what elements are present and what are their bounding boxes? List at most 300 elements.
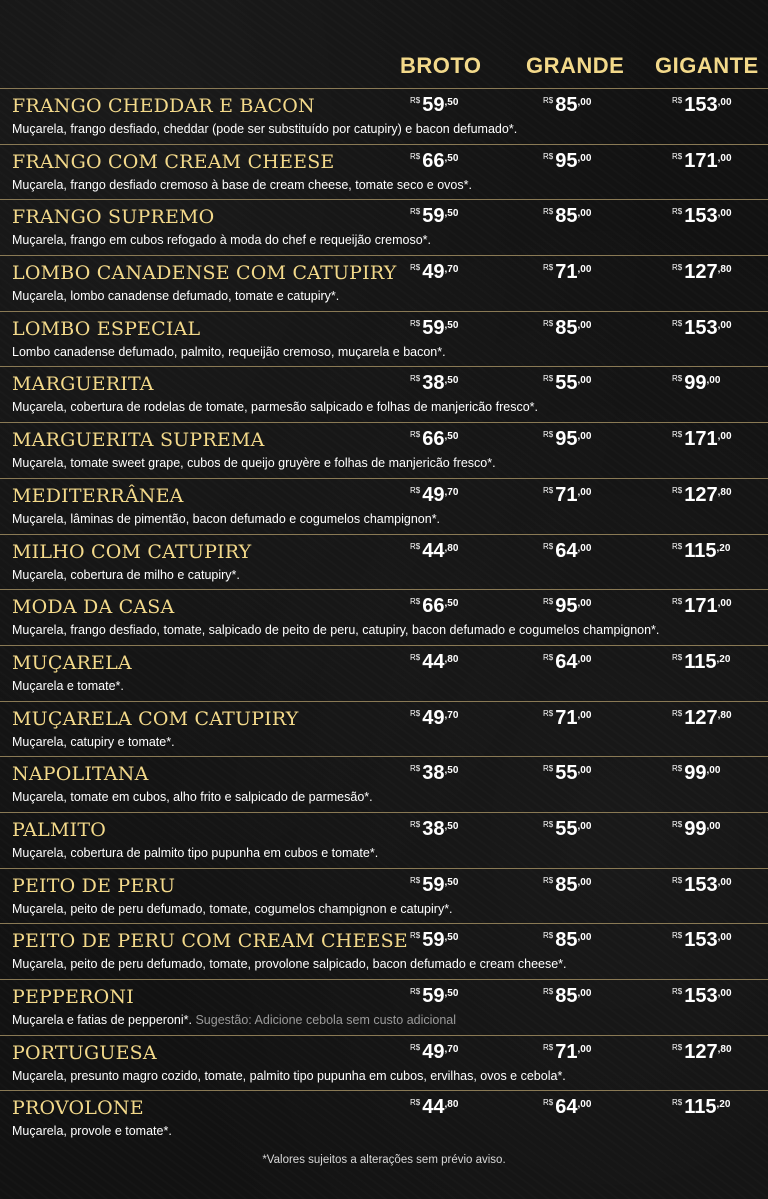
menu-item (0, 199, 768, 255)
pizza-name: PEITO DE PERU COM CREAM CHEESE (12, 930, 408, 953)
price-cents: ,80 (444, 542, 459, 554)
currency-symbol: R$ (410, 430, 421, 440)
price-cents: ,00 (577, 486, 592, 498)
pizza-name: LOMBO CANADENSE COM CATUPIRY (12, 262, 397, 285)
price-cents: ,00 (717, 208, 732, 220)
price-cents: ,00 (577, 1043, 592, 1055)
pizza-description (12, 679, 124, 693)
price-integer: 44 (422, 1096, 445, 1119)
pizza-description (12, 122, 517, 136)
pizza-name: PROVOLONE (12, 1097, 144, 1120)
pizza-description (12, 1069, 566, 1083)
price-integer: 59 (422, 316, 445, 339)
price-integer: 85 (555, 94, 578, 116)
currency-symbol: R$ (672, 764, 683, 774)
price-cents: ,80 (444, 653, 459, 665)
price-cents: ,20 (716, 653, 731, 665)
currency-symbol: R$ (410, 207, 421, 217)
menu-item (0, 534, 768, 590)
currency-symbol: R$ (543, 541, 554, 551)
header-gigante: GIGANTE (655, 53, 759, 78)
price-cents: ,80 (717, 486, 732, 498)
currency-symbol: R$ (672, 597, 683, 607)
price-integer: 38 (422, 372, 445, 395)
price-integer: 38 (422, 817, 445, 840)
price-cents: ,50 (444, 876, 459, 888)
price-cents: ,20 (716, 1099, 731, 1111)
currency-symbol: R$ (410, 318, 421, 328)
pizza-ingredients: Muçarela, cobertura de milho e catupiry*. (12, 567, 240, 582)
price-cents: ,80 (717, 1043, 732, 1055)
currency-symbol: R$ (672, 318, 683, 328)
pizza-ingredients: Muçarela, frango desfiado, tomate, salpicado de peito de peru, catupiry, bacon defumado e cogumelos champignon*. (12, 623, 660, 638)
pizza-ingredients: Muçarela, cobertura de palmito tipo pupunha em cubos e tomate*. (12, 845, 379, 860)
currency-symbol: R$ (543, 1042, 554, 1052)
price-cents: ,00 (577, 1099, 592, 1111)
currency-symbol: R$ (672, 374, 683, 384)
price-cents: ,50 (444, 375, 459, 387)
pizza-description (12, 178, 472, 192)
price-gigante (672, 206, 732, 226)
menu-item (0, 589, 768, 645)
price-broto (410, 1097, 458, 1117)
pizza-description (12, 902, 453, 916)
price-cents: ,00 (717, 97, 732, 108)
currency-symbol: R$ (672, 430, 683, 440)
pizza-ingredients: Muçarela, frango em cubos refogado à moda do chef e requeijão cremoso*. (12, 233, 431, 248)
price-cents: ,50 (444, 208, 459, 220)
currency-symbol: R$ (410, 931, 421, 941)
price-cents: ,00 (577, 152, 592, 164)
currency-symbol: R$ (672, 541, 683, 551)
currency-symbol: R$ (543, 96, 554, 105)
price-cents: ,70 (444, 264, 459, 276)
pizza-ingredients: Muçarela, provole e tomate*. (12, 1124, 172, 1139)
price-cents: ,20 (716, 542, 731, 554)
currency-symbol: R$ (543, 708, 554, 718)
currency-symbol: R$ (672, 485, 683, 495)
price-integer: 127 (684, 483, 718, 506)
price-gigante (672, 708, 732, 728)
price-grande (543, 986, 591, 1006)
price-cents: ,00 (717, 988, 732, 999)
price-broto (410, 596, 458, 616)
menu-item (0, 422, 768, 478)
price-integer: 49 (422, 483, 445, 506)
price-cents: ,50 (444, 932, 459, 944)
price-integer: 66 (422, 149, 445, 172)
price-cents: ,00 (577, 375, 592, 387)
currency-symbol: R$ (672, 263, 683, 273)
pizza-description (12, 790, 373, 804)
price-broto (410, 819, 458, 839)
price-broto (410, 318, 458, 338)
pizza-ingredients: Muçarela, frango desfiado, cheddar (pode ser substituído por catupiry) e bacon defumado*. (12, 122, 518, 136)
currency-symbol: R$ (410, 652, 421, 662)
price-gigante (672, 485, 732, 505)
price-integer: 127 (684, 261, 718, 284)
price-cents: ,80 (717, 264, 732, 276)
pizza-name: MODA DA CASA (12, 596, 175, 619)
currency-symbol: R$ (543, 764, 554, 774)
currency-symbol: R$ (410, 987, 421, 996)
currency-symbol: R$ (543, 652, 554, 662)
price-integer: 99 (684, 372, 707, 395)
price-cents: ,00 (717, 932, 732, 944)
price-grande (543, 206, 591, 226)
menu-item (0, 812, 768, 868)
currency-symbol: R$ (410, 708, 421, 718)
price-cents: ,00 (717, 152, 732, 164)
price-gigante (672, 541, 730, 561)
price-grande (543, 373, 591, 393)
pizza-description (12, 623, 659, 637)
pizza-description (12, 289, 339, 303)
currency-symbol: R$ (672, 819, 683, 829)
price-cents: ,00 (717, 598, 732, 610)
price-integer: 153 (684, 985, 718, 1007)
price-cents: ,50 (444, 431, 459, 443)
price-cents: ,00 (577, 988, 592, 999)
menu-item (0, 923, 768, 979)
price-integer: 44 (422, 650, 445, 673)
price-integer: 115 (684, 1096, 717, 1119)
pizza-ingredients: Muçarela, lombo canadense defumado, tomate e catupiry*. (12, 289, 340, 304)
price-gigante (672, 373, 720, 393)
price-gigante (672, 151, 732, 171)
price-broto (410, 206, 458, 226)
price-integer: 55 (555, 372, 578, 395)
price-grande (543, 875, 591, 895)
pizza-description (12, 957, 567, 971)
price-broto (410, 485, 458, 505)
pizza-name: MEDITERRÂNEA (12, 484, 184, 507)
currency-symbol: R$ (543, 485, 554, 495)
price-grande (543, 763, 591, 783)
price-broto (410, 986, 458, 1006)
currency-symbol: R$ (410, 819, 421, 829)
pizza-name: NAPOLITANA (12, 763, 149, 786)
price-broto (410, 541, 458, 561)
price-cents: ,50 (444, 97, 459, 108)
price-broto (410, 95, 458, 115)
pizza-description (12, 345, 446, 359)
price-gigante (672, 652, 730, 672)
price-cents: ,00 (717, 876, 732, 888)
price-broto (410, 652, 458, 672)
pizza-name: FRANGO SUPREMO (12, 206, 215, 229)
currency-symbol: R$ (672, 1098, 683, 1108)
price-broto (410, 429, 458, 449)
price-cents: ,00 (577, 319, 592, 331)
pizza-description (12, 735, 175, 749)
pizza-name: MARGUERITA (12, 373, 154, 396)
currency-symbol: R$ (543, 987, 554, 996)
price-cents: ,00 (577, 542, 592, 554)
menu-item (0, 645, 768, 701)
pizza-ingredients: Lombo canadense defumado, palmito, requeijão cremoso, muçarela e bacon*. (12, 344, 446, 359)
price-integer: 55 (555, 817, 578, 840)
pizza-name: PORTUGUESA (12, 1041, 157, 1064)
price-cents: ,50 (444, 988, 459, 999)
header-grande: GRANDE (526, 53, 625, 78)
price-cents: ,80 (444, 1099, 459, 1111)
price-cents: ,70 (444, 709, 459, 721)
price-integer: 38 (422, 762, 445, 785)
price-gigante (672, 763, 720, 783)
price-integer: 127 (684, 706, 718, 729)
price-cents: ,00 (577, 431, 592, 443)
price-integer: 66 (422, 428, 445, 451)
price-broto (410, 875, 458, 895)
pizza-ingredients: Muçarela, lâminas de pimentão, bacon defumado e cogumelos champignon*. (12, 511, 441, 526)
price-cents: ,50 (444, 319, 459, 331)
pizza-description (12, 400, 538, 414)
price-gigante (672, 1042, 732, 1062)
price-broto (410, 708, 458, 728)
currency-symbol: R$ (410, 597, 421, 607)
price-integer: 153 (684, 873, 718, 896)
pizza-description (12, 846, 378, 860)
price-cents: ,50 (444, 152, 459, 164)
pizza-ingredients: Muçarela e tomate*. (12, 678, 124, 693)
pizza-ingredients: Muçarela, cobertura de rodelas de tomate, parmesão salpicado e folhas de manjericão fresco*. (12, 400, 538, 415)
price-broto (410, 930, 458, 950)
currency-symbol: R$ (410, 151, 421, 161)
currency-symbol: R$ (672, 708, 683, 718)
pizza-ingredients: Muçarela, presunto magro cozido, tomate, palmito tipo pupunha em cubos, ervilhas, ovos e cebola*. (12, 1068, 566, 1083)
price-gigante (672, 930, 732, 950)
currency-symbol: R$ (543, 207, 554, 217)
price-integer: 153 (684, 94, 718, 116)
price-grande (543, 262, 591, 282)
pizza-name: MUÇARELA (12, 651, 132, 674)
currency-symbol: R$ (672, 987, 683, 996)
price-grande (543, 1042, 591, 1062)
price-integer: 59 (422, 205, 445, 228)
price-cents: ,00 (717, 319, 732, 331)
currency-symbol: R$ (410, 541, 421, 551)
currency-symbol: R$ (543, 374, 554, 384)
price-broto (410, 1042, 458, 1062)
price-integer: 85 (555, 985, 578, 1007)
price-cents: ,00 (577, 876, 592, 888)
menu-item (0, 88, 768, 144)
price-grande (543, 95, 591, 115)
price-gigante (672, 875, 732, 895)
menu-item (0, 366, 768, 422)
menu-item-list (0, 88, 768, 1146)
pizza-suggestion-note: Sugestão: Adicione cebola sem custo adicional (191, 1013, 457, 1027)
currency-symbol: R$ (672, 151, 683, 161)
pizza-name: FRANGO CHEDDAR E BACON (12, 95, 315, 117)
price-integer: 59 (422, 94, 445, 116)
price-cents: ,80 (717, 709, 732, 721)
price-integer: 85 (555, 929, 578, 952)
currency-symbol: R$ (410, 764, 421, 774)
price-integer: 85 (555, 316, 578, 339)
pizza-ingredients: Muçarela, peito de peru defumado, tomate, cogumelos champignon e catupiry*. (12, 901, 453, 916)
pizza-description (12, 1013, 456, 1027)
price-cents: ,00 (577, 97, 592, 108)
menu-item (0, 979, 768, 1035)
price-grande (543, 596, 591, 616)
pizza-ingredients: Muçarela, tomate em cubos, alho frito e salpicado de parmesão*. (12, 790, 373, 805)
price-integer: 153 (684, 205, 718, 228)
header-broto: BROTO (400, 53, 482, 78)
currency-symbol: R$ (543, 819, 554, 829)
price-cents: ,00 (577, 653, 592, 665)
price-integer: 49 (422, 1040, 445, 1063)
currency-symbol: R$ (672, 875, 683, 885)
price-integer: 59 (422, 873, 445, 896)
price-gigante (672, 1097, 730, 1117)
price-integer: 64 (555, 650, 578, 673)
pizza-name: PEPPERONI (12, 986, 134, 1008)
price-integer: 153 (684, 316, 718, 339)
currency-symbol: R$ (410, 374, 421, 384)
price-disclaimer: *Valores sujeitos a alterações sem prévio aviso. (262, 1154, 506, 1166)
price-integer: 95 (555, 149, 578, 172)
price-grande (543, 318, 591, 338)
pizza-description (12, 456, 496, 470)
menu-item (0, 701, 768, 757)
price-integer: 171 (684, 149, 718, 172)
price-gigante (672, 819, 720, 839)
pizza-description (12, 568, 240, 582)
price-integer: 171 (684, 428, 718, 451)
price-gigante (672, 95, 732, 115)
price-broto (410, 763, 458, 783)
price-gigante (672, 986, 732, 1006)
price-cents: ,00 (706, 765, 721, 777)
price-broto (410, 262, 458, 282)
price-integer: 71 (555, 261, 578, 284)
menu-item (0, 1035, 768, 1091)
price-integer: 95 (555, 595, 578, 618)
price-integer: 95 (555, 428, 578, 451)
price-cents: ,00 (577, 709, 592, 721)
price-cents: ,00 (706, 375, 721, 387)
pizza-ingredients: Muçarela, peito de peru defumado, tomate, provolone salpicado, bacon defumado e cream cheese*. (12, 957, 567, 972)
currency-symbol: R$ (672, 96, 683, 105)
menu-item (0, 756, 768, 812)
price-integer: 99 (684, 817, 707, 840)
price-cents: ,00 (577, 264, 592, 276)
menu-item (0, 478, 768, 534)
price-integer: 115 (684, 539, 717, 562)
price-integer: 71 (555, 1040, 578, 1063)
price-cents: ,00 (577, 598, 592, 610)
pizza-name: FRANGO COM CREAM CHEESE (12, 150, 335, 173)
currency-symbol: R$ (543, 430, 554, 440)
currency-symbol: R$ (672, 207, 683, 217)
currency-symbol: R$ (410, 96, 421, 105)
price-grande (543, 819, 591, 839)
currency-symbol: R$ (543, 1098, 554, 1108)
price-integer: 153 (684, 929, 718, 952)
currency-symbol: R$ (410, 263, 421, 273)
price-integer: 49 (422, 261, 445, 284)
currency-symbol: R$ (410, 485, 421, 495)
price-cents: ,00 (717, 431, 732, 443)
currency-symbol: R$ (543, 875, 554, 885)
price-integer: 64 (555, 539, 578, 562)
price-grande (543, 541, 591, 561)
price-integer: 71 (555, 483, 578, 506)
price-gigante (672, 596, 732, 616)
currency-symbol: R$ (543, 151, 554, 161)
price-broto (410, 373, 458, 393)
size-column-headers (0, 53, 768, 83)
currency-symbol: R$ (543, 318, 554, 328)
price-cents: ,70 (444, 486, 459, 498)
price-integer: 44 (422, 539, 445, 562)
price-integer: 115 (684, 650, 717, 673)
pizza-name: LOMBO ESPECIAL (12, 317, 201, 340)
price-integer: 171 (684, 595, 718, 618)
price-integer: 99 (684, 762, 707, 785)
pizza-description (12, 1124, 172, 1138)
pizza-description (12, 512, 440, 526)
price-grande (543, 708, 591, 728)
price-integer: 66 (422, 595, 445, 618)
price-cents: ,50 (444, 598, 459, 610)
price-gigante (672, 429, 732, 449)
price-grande (543, 930, 591, 950)
menu-item (0, 255, 768, 311)
price-cents: ,70 (444, 1043, 459, 1055)
pizza-name: MARGUERITA SUPREMA (12, 429, 265, 452)
menu-item (0, 144, 768, 200)
price-integer: 59 (422, 985, 445, 1007)
price-cents: ,00 (577, 208, 592, 220)
pizza-name: MUÇARELA COM CATUPIRY (12, 707, 299, 730)
pizza-ingredients: Muçarela, tomate sweet grape, cubos de queijo gruyère e folhas de manjericão fresco*. (12, 456, 496, 471)
price-integer: 71 (555, 706, 578, 729)
price-grande (543, 485, 591, 505)
price-cents: ,50 (444, 765, 459, 777)
currency-symbol: R$ (543, 931, 554, 941)
price-cents: ,50 (444, 820, 459, 832)
pizza-ingredients: Muçarela, catupiry e tomate*. (12, 734, 175, 749)
currency-symbol: R$ (672, 652, 683, 662)
price-broto (410, 151, 458, 171)
price-integer: 85 (555, 873, 578, 896)
price-grande (543, 151, 591, 171)
price-gigante (672, 262, 732, 282)
currency-symbol: R$ (672, 931, 683, 941)
price-grande (543, 652, 591, 672)
currency-symbol: R$ (410, 1098, 421, 1108)
currency-symbol: R$ (543, 263, 554, 273)
pizza-ingredients: Muçarela, frango desfiado cremoso à base de cream cheese, tomate seco e ovos*. (12, 177, 472, 192)
pizza-name: PEITO DE PERU (12, 874, 176, 897)
currency-symbol: R$ (543, 597, 554, 607)
price-gigante (672, 318, 732, 338)
pizza-name: MILHO COM CATUPIRY (12, 540, 252, 563)
price-grande (543, 1097, 591, 1117)
price-integer: 85 (555, 205, 578, 228)
price-cents: ,00 (577, 820, 592, 832)
menu-item (0, 311, 768, 367)
menu-item (0, 1090, 768, 1146)
price-integer: 59 (422, 929, 445, 952)
price-cents: ,00 (706, 820, 721, 832)
price-cents: ,00 (577, 765, 592, 777)
price-integer: 49 (422, 706, 445, 729)
price-cents: ,00 (577, 932, 592, 944)
